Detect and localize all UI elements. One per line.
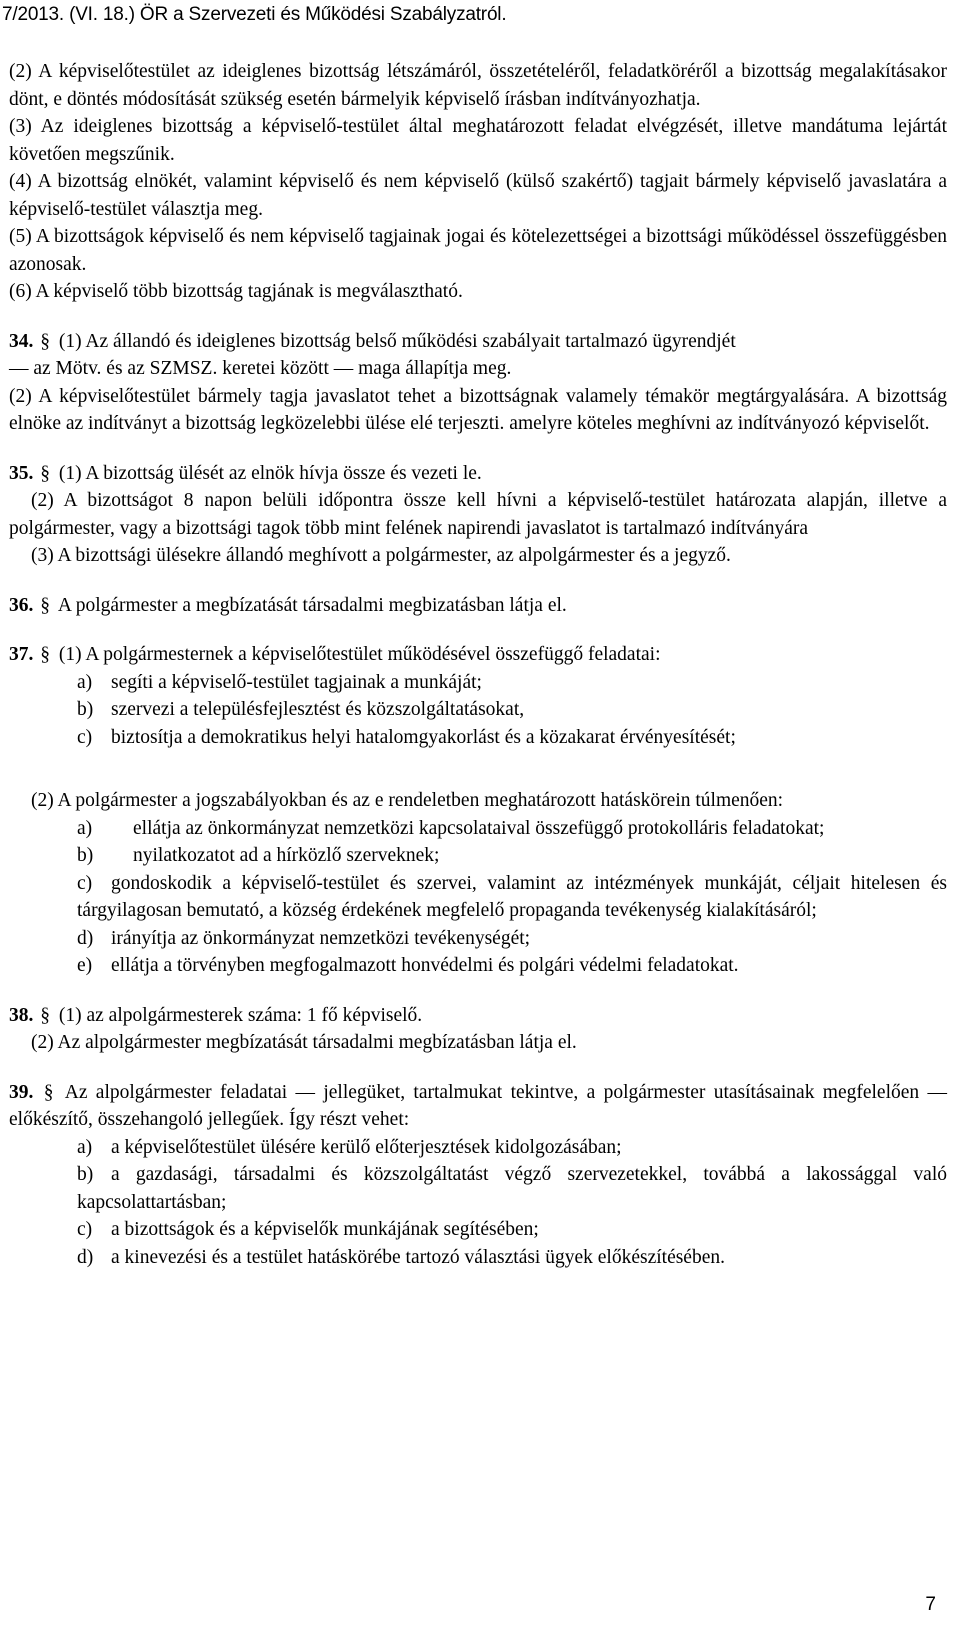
section-34 <box>9 328 947 383</box>
list-item <box>77 1244 947 1272</box>
section-sign: § <box>40 644 50 665</box>
section-number: 38. <box>9 1004 34 1026</box>
section-number: 35. <box>9 462 34 484</box>
list-item <box>77 925 947 953</box>
section-sign: § <box>40 462 50 484</box>
paragraph: (2) Az alpolgármester megbízatását társadalmi megbízatásban látja el. <box>31 1032 577 1053</box>
list-item <box>77 952 947 980</box>
list-label: c) <box>77 1219 93 1240</box>
spacer <box>9 1057 947 1079</box>
paragraph: (2) A képviselőtestület bármely tagja javaslatot tehet a bizottságnak valamely témakör megtárgyalására. A bizottság elnöke az indítványt a bizottság legközelebbi ülése elé terjeszti. amelyre köteles meghívni az indítványozó képviselőt. <box>9 385 947 434</box>
paragraph: (5) A bizottságok képviselő és nem képviselő tagjainak jogai és kötelezettségei a bizottsági működéssel összefüggésben azonosak. <box>9 226 947 275</box>
list-text: nyilatkozatot ad a hírközlő szerveknek; <box>133 845 440 866</box>
paragraph: (2) A bizottságot 8 napon belüli időpontra össze kell hívni a képviselő-testület határozata alapján, illetve a polgármester, vagy a bizottsági tagok több mint felének napirendi javaslatot is tartalmazó indítványára <box>9 490 947 539</box>
paragraph: Az alpolgármester feladatai <box>64 1081 288 1103</box>
list-item <box>77 1134 947 1162</box>
section-35 <box>9 460 947 488</box>
list-text: gondoskodik a képviselő-testület és szervei, valamint az intézmények munkáját, céljait hitelesen és tárgyilagosan bemutató, a község érdekének megfelelő propaganda tevékenység kialakításáról; <box>77 872 947 921</box>
paragraph: (1) az alpolgármesterek száma: 1 fő képviselő. <box>58 1004 423 1026</box>
paragraph: (2) A képviselőtestület az ideiglenes bizottság létszámáról, összetételéről, feladatköréről a bizottság megalakításakor dönt, e döntés módosítását szükség esetén bármelyik képviselő írásban indítványozhatja. <box>9 61 947 110</box>
section-sign: § <box>43 1081 54 1103</box>
list-text: szervezi a településfejlesztést és közszolgáltatásokat, <box>111 699 525 720</box>
em-dash: — <box>295 1081 315 1103</box>
list-item <box>77 1161 947 1216</box>
list-item <box>77 669 947 697</box>
list-item <box>77 1216 947 1244</box>
list-text: irányítja az önkormányzat nemzetközi tevékenységét; <box>111 927 531 949</box>
section-sign: § <box>40 1004 50 1026</box>
section-36 <box>9 592 947 620</box>
paragraph: (4) A bizottság elnökét, valamint képviselő és nem képviselő (külső szakértő) tagjait bármely képviselő javaslatára a képviselő-testület választja meg. <box>9 171 947 220</box>
section-39 <box>9 1079 947 1134</box>
paragraph: (1) Az állandó és ideiglenes bizottság belső működési szabályait tartalmazó ügyrendjét <box>58 330 736 352</box>
section-number: 39. <box>9 1081 34 1103</box>
page-header: 7/2013. (VI. 18.) ÖR a Szervezeti és Működési Szabályzatról. <box>2 4 507 25</box>
section-sign: § <box>40 330 50 352</box>
section-number: 37. <box>9 644 34 665</box>
paragraph: (3) A bizottsági ülésekre állandó meghívott a polgármester, az alpolgármester és a jegyző. <box>31 545 731 566</box>
paragraph: (1) A bizottság ülését az elnök hívja össze és vezeti le. <box>58 462 482 484</box>
spacer <box>9 438 947 460</box>
em-dash: — <box>9 358 29 379</box>
document-body <box>9 58 947 1271</box>
paragraph: (2) A polgármester a jogszabályokban és az e rendeletben meghatározott hatáskörein túlmenően: <box>31 790 784 811</box>
list-text: a bizottságok és a képviselők munkájának segítésében; <box>111 1219 539 1240</box>
list-label: a) <box>77 1136 93 1158</box>
list-label: b) <box>77 699 94 720</box>
spacer <box>9 751 947 787</box>
list-text: a gazdasági, társadalmi és közszolgáltatást végző szervezetekkel, továbbá a lakossággal való kapcsolattartásban; <box>77 1164 947 1213</box>
paragraph: jellegüket, tartalmukat tekintve, a polgármester utasításainak megfelelően <box>323 1081 920 1103</box>
section-37 <box>9 641 947 669</box>
list-label: c) <box>77 872 93 894</box>
paragraph: előkészítő, összehangoló jellegűek. Így részt vehet: <box>9 1109 410 1130</box>
list-text: ellátja az önkormányzat nemzetközi kapcsolataival összefüggő protokolláris feladatokat; <box>133 817 825 839</box>
list-text: segíti a képviselő-testület tagjainak a munkáját; <box>111 671 482 693</box>
list-text: a kinevezési és a testület hatáskörébe tartozó választási ügyek előkészítésében. <box>111 1246 725 1268</box>
paragraph: (3) Az ideiglenes bizottság a képviselő-testület által meghatározott feladat elvégzését, illetve mandátuma lejártát követően megszűnik. <box>9 116 947 165</box>
em-dash: — <box>927 1081 947 1103</box>
list-label: b) <box>77 845 94 866</box>
page-number: 7 <box>925 1594 936 1615</box>
paragraph: A polgármester a megbízatását társadalmi megbizatásban látja el. <box>57 594 567 616</box>
list-item <box>77 815 947 843</box>
list-item <box>77 724 947 752</box>
list-label: a) <box>77 671 93 693</box>
section-number: 34. <box>9 330 34 352</box>
paragraph: (1) A polgármesternek a képviselőtestület működésével összefüggő feladatai: <box>58 644 661 665</box>
paragraph: (6) A képviselő több bizottság tagjának is megválasztható. <box>9 281 463 302</box>
list-label: a) <box>77 817 93 839</box>
list-text: biztosítja a demokratikus helyi hatalomgyakorlást és a közakarat érvényesítését; <box>111 726 736 748</box>
spacer <box>9 980 947 1002</box>
list-label: c) <box>77 726 93 748</box>
spacer <box>9 570 947 592</box>
spacer <box>9 619 947 641</box>
list-text: ellátja a törvényben megfogalmazott honvédelmi és polgári védelmi feladatokat. <box>111 955 739 976</box>
list-item <box>77 842 947 870</box>
section-38 <box>9 1002 947 1030</box>
list-item <box>77 696 947 724</box>
em-dash: — <box>333 358 354 379</box>
list-label: b) <box>77 1164 94 1185</box>
list-text: a képviselőtestület ülésére kerülő előterjesztések kidolgozásában; <box>111 1136 622 1158</box>
spacer <box>9 306 947 328</box>
list-label: e) <box>77 955 93 976</box>
paragraph: maga állapítja meg. <box>358 358 512 379</box>
list-item <box>77 870 947 925</box>
list-label: d) <box>77 927 94 949</box>
paragraph: az Mötv. és az SZMSZ. keretei között <box>33 358 329 379</box>
list-label: d) <box>77 1246 94 1268</box>
section-number: 36. <box>9 594 34 616</box>
section-sign: § <box>40 594 50 616</box>
